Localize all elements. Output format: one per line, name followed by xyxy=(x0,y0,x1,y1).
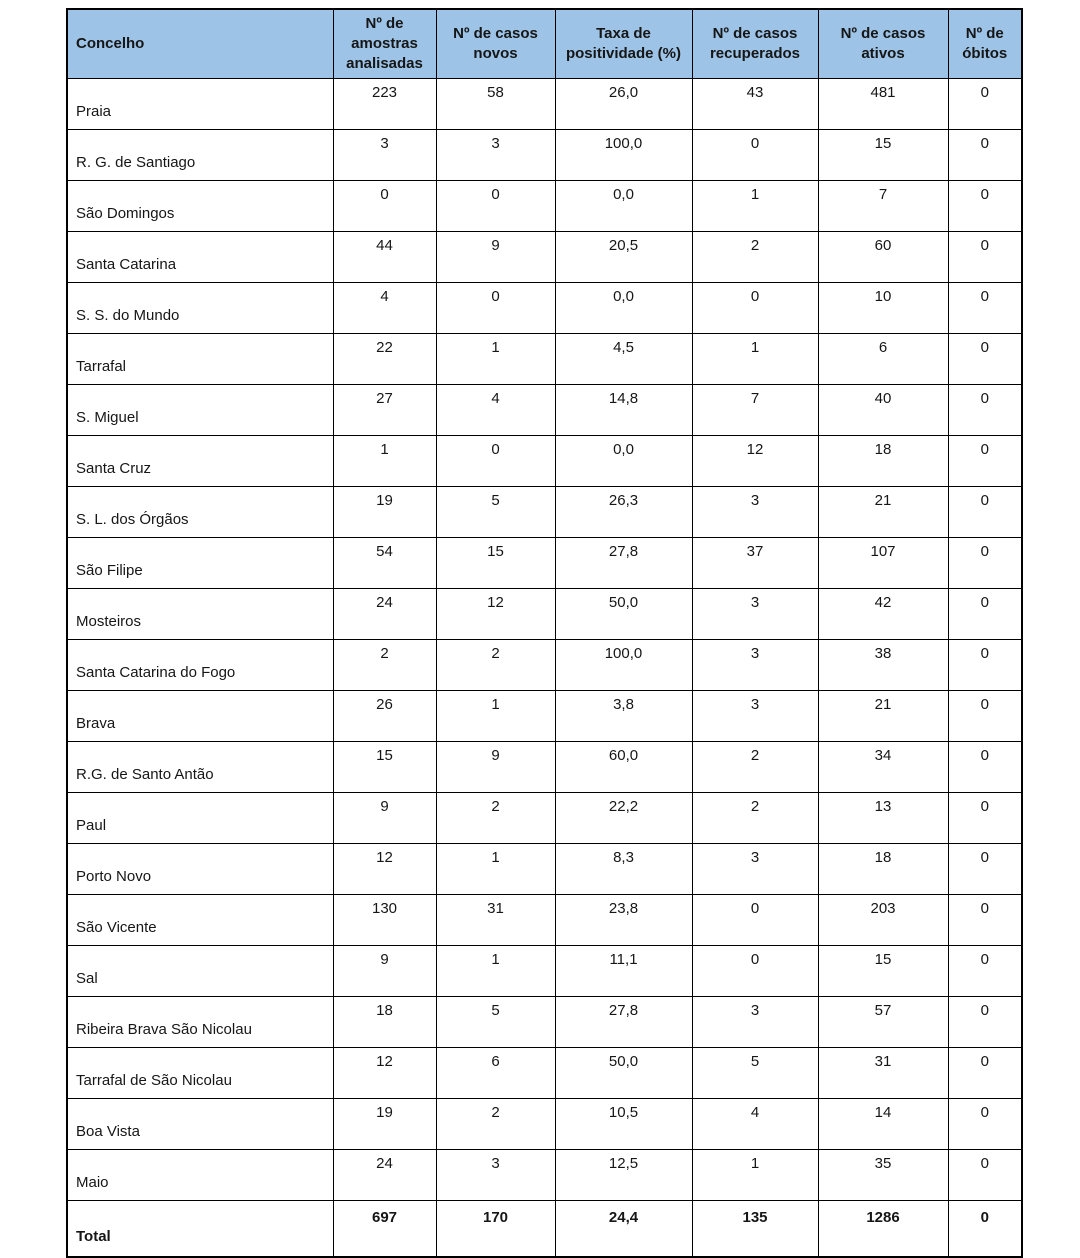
table-row xyxy=(67,487,1022,538)
concelho-cell: S. L. dos Órgãos xyxy=(67,487,333,538)
value-cell: 20,5 xyxy=(555,232,692,283)
concelho-cell: Santa Catarina xyxy=(67,232,333,283)
value-cell: 24 xyxy=(333,589,436,640)
value-cell: 1 xyxy=(436,334,555,385)
value-cell: 9 xyxy=(436,232,555,283)
concelho-cell: São Domingos xyxy=(67,181,333,232)
value-cell: 0 xyxy=(948,538,1022,589)
value-cell: 3 xyxy=(692,487,818,538)
value-cell: 5 xyxy=(692,1048,818,1099)
value-cell: 0 xyxy=(948,1048,1022,1099)
value-cell: 38 xyxy=(818,640,948,691)
header-row xyxy=(67,9,1022,79)
value-cell: 1 xyxy=(436,691,555,742)
value-cell: 18 xyxy=(333,997,436,1048)
value-cell: 12 xyxy=(333,844,436,895)
total-obitos-cell: 0 xyxy=(948,1201,1022,1258)
total-ativos-cell: 1286 xyxy=(818,1201,948,1258)
table-row xyxy=(67,691,1022,742)
value-cell: 3 xyxy=(692,691,818,742)
table-row xyxy=(67,895,1022,946)
value-cell: 7 xyxy=(692,385,818,436)
value-cell: 481 xyxy=(818,79,948,130)
value-cell: 22,2 xyxy=(555,793,692,844)
table-row xyxy=(67,130,1022,181)
value-cell: 60 xyxy=(818,232,948,283)
value-cell: 0 xyxy=(948,487,1022,538)
value-cell: 0 xyxy=(948,589,1022,640)
value-cell: 0 xyxy=(948,283,1022,334)
value-cell: 3 xyxy=(692,844,818,895)
value-cell: 0 xyxy=(948,436,1022,487)
value-cell: 0 xyxy=(948,997,1022,1048)
value-cell: 1 xyxy=(333,436,436,487)
value-cell: 2 xyxy=(436,793,555,844)
table-row xyxy=(67,640,1022,691)
value-cell: 1 xyxy=(692,181,818,232)
value-cell: 27 xyxy=(333,385,436,436)
table-row xyxy=(67,1099,1022,1150)
value-cell: 12 xyxy=(436,589,555,640)
value-cell: 18 xyxy=(818,436,948,487)
value-cell: 0 xyxy=(436,436,555,487)
table-row xyxy=(67,334,1022,385)
table-row xyxy=(67,742,1022,793)
value-cell: 3 xyxy=(692,589,818,640)
value-cell: 2 xyxy=(333,640,436,691)
value-cell: 0 xyxy=(948,130,1022,181)
value-cell: 12,5 xyxy=(555,1150,692,1201)
value-cell: 35 xyxy=(818,1150,948,1201)
table-row xyxy=(67,232,1022,283)
column-header-obitos: Nº de óbitos xyxy=(948,9,1022,79)
value-cell: 4 xyxy=(436,385,555,436)
value-cell: 3 xyxy=(333,130,436,181)
value-cell: 31 xyxy=(436,895,555,946)
value-cell: 0 xyxy=(948,691,1022,742)
value-cell: 5 xyxy=(436,487,555,538)
value-cell: 0 xyxy=(692,130,818,181)
table-body xyxy=(67,79,1022,1201)
value-cell: 57 xyxy=(818,997,948,1048)
value-cell: 27,8 xyxy=(555,538,692,589)
value-cell: 3 xyxy=(692,997,818,1048)
table-row xyxy=(67,844,1022,895)
column-header-recuperados: Nº de casos recuperados xyxy=(692,9,818,79)
value-cell: 1 xyxy=(436,844,555,895)
value-cell: 15 xyxy=(818,946,948,997)
concelho-cell: R. G. de Santiago xyxy=(67,130,333,181)
concelho-cell: São Vicente xyxy=(67,895,333,946)
concelho-cell: Santa Catarina do Fogo xyxy=(67,640,333,691)
value-cell: 0 xyxy=(948,895,1022,946)
value-cell: 107 xyxy=(818,538,948,589)
value-cell: 1 xyxy=(692,1150,818,1201)
concelho-cell: Boa Vista xyxy=(67,1099,333,1150)
value-cell: 7 xyxy=(818,181,948,232)
value-cell: 9 xyxy=(333,793,436,844)
value-cell: 0 xyxy=(948,1150,1022,1201)
table-row xyxy=(67,1048,1022,1099)
table-row xyxy=(67,946,1022,997)
value-cell: 18 xyxy=(818,844,948,895)
value-cell: 26,3 xyxy=(555,487,692,538)
value-cell: 0 xyxy=(948,334,1022,385)
value-cell: 14 xyxy=(818,1099,948,1150)
column-header-casos-novos: Nº de casos novos xyxy=(436,9,555,79)
value-cell: 0 xyxy=(436,181,555,232)
value-cell: 3 xyxy=(692,640,818,691)
value-cell: 0 xyxy=(948,1099,1022,1150)
value-cell: 10,5 xyxy=(555,1099,692,1150)
total-casos-novos-cell: 170 xyxy=(436,1201,555,1258)
value-cell: 54 xyxy=(333,538,436,589)
value-cell: 1 xyxy=(436,946,555,997)
column-header-amostras: Nº de amostras analisadas xyxy=(333,9,436,79)
value-cell: 11,1 xyxy=(555,946,692,997)
table-row xyxy=(67,79,1022,130)
value-cell: 24 xyxy=(333,1150,436,1201)
value-cell: 14,8 xyxy=(555,385,692,436)
value-cell: 3 xyxy=(436,130,555,181)
concelho-cell: Sal xyxy=(67,946,333,997)
value-cell: 8,3 xyxy=(555,844,692,895)
value-cell: 22 xyxy=(333,334,436,385)
value-cell: 27,8 xyxy=(555,997,692,1048)
value-cell: 15 xyxy=(436,538,555,589)
concelho-cell: Ribeira Brava São Nicolau xyxy=(67,997,333,1048)
concelho-cell: Paul xyxy=(67,793,333,844)
concelho-cell: Maio xyxy=(67,1150,333,1201)
value-cell: 2 xyxy=(692,742,818,793)
concelho-cell: Brava xyxy=(67,691,333,742)
value-cell: 15 xyxy=(333,742,436,793)
column-header-taxa-positividade: Taxa de positividade (%) xyxy=(555,9,692,79)
value-cell: 2 xyxy=(436,1099,555,1150)
concelho-cell: Tarrafal xyxy=(67,334,333,385)
concelho-cell: S. S. do Mundo xyxy=(67,283,333,334)
value-cell: 0 xyxy=(948,385,1022,436)
concelho-cell: S. Miguel xyxy=(67,385,333,436)
value-cell: 1 xyxy=(692,334,818,385)
value-cell: 0 xyxy=(692,283,818,334)
value-cell: 44 xyxy=(333,232,436,283)
value-cell: 0 xyxy=(948,946,1022,997)
table-row xyxy=(67,589,1022,640)
concelho-cell: Tarrafal de São Nicolau xyxy=(67,1048,333,1099)
value-cell: 12 xyxy=(333,1048,436,1099)
value-cell: 2 xyxy=(692,793,818,844)
value-cell: 2 xyxy=(436,640,555,691)
value-cell: 12 xyxy=(692,436,818,487)
table-row xyxy=(67,1150,1022,1201)
value-cell: 223 xyxy=(333,79,436,130)
value-cell: 0 xyxy=(948,79,1022,130)
column-header-ativos: Nº de casos ativos xyxy=(818,9,948,79)
value-cell: 34 xyxy=(818,742,948,793)
value-cell: 3,8 xyxy=(555,691,692,742)
report-page xyxy=(0,8,1080,1245)
concelho-cell: São Filipe xyxy=(67,538,333,589)
value-cell: 43 xyxy=(692,79,818,130)
value-cell: 0 xyxy=(333,181,436,232)
total-taxa-cell: 24,4 xyxy=(555,1201,692,1258)
value-cell: 37 xyxy=(692,538,818,589)
concelho-cell: R.G. de Santo Antão xyxy=(67,742,333,793)
value-cell: 50,0 xyxy=(555,589,692,640)
value-cell: 0 xyxy=(436,283,555,334)
value-cell: 15 xyxy=(818,130,948,181)
value-cell: 0,0 xyxy=(555,436,692,487)
value-cell: 130 xyxy=(333,895,436,946)
value-cell: 0 xyxy=(948,844,1022,895)
total-label: Total xyxy=(67,1201,333,1258)
value-cell: 0,0 xyxy=(555,181,692,232)
value-cell: 0 xyxy=(948,640,1022,691)
value-cell: 0 xyxy=(948,232,1022,283)
concelho-cell: Porto Novo xyxy=(67,844,333,895)
value-cell: 21 xyxy=(818,691,948,742)
table-row xyxy=(67,283,1022,334)
value-cell: 0 xyxy=(948,793,1022,844)
value-cell: 60,0 xyxy=(555,742,692,793)
table-row xyxy=(67,436,1022,487)
value-cell: 0 xyxy=(692,946,818,997)
value-cell: 0 xyxy=(692,895,818,946)
table-row xyxy=(67,997,1022,1048)
table-row xyxy=(67,385,1022,436)
value-cell: 40 xyxy=(818,385,948,436)
value-cell: 42 xyxy=(818,589,948,640)
table-row xyxy=(67,538,1022,589)
value-cell: 50,0 xyxy=(555,1048,692,1099)
table-row xyxy=(67,181,1022,232)
value-cell: 9 xyxy=(333,946,436,997)
value-cell: 203 xyxy=(818,895,948,946)
value-cell: 0,0 xyxy=(555,283,692,334)
total-row xyxy=(67,1201,1022,1258)
value-cell: 6 xyxy=(818,334,948,385)
value-cell: 26 xyxy=(333,691,436,742)
value-cell: 10 xyxy=(818,283,948,334)
value-cell: 3 xyxy=(436,1150,555,1201)
value-cell: 9 xyxy=(436,742,555,793)
concelho-covid-table xyxy=(66,8,1023,1258)
table-row xyxy=(67,793,1022,844)
value-cell: 0 xyxy=(948,742,1022,793)
value-cell: 19 xyxy=(333,1099,436,1150)
value-cell: 5 xyxy=(436,997,555,1048)
concelho-cell: Praia xyxy=(67,79,333,130)
value-cell: 100,0 xyxy=(555,640,692,691)
value-cell: 26,0 xyxy=(555,79,692,130)
value-cell: 13 xyxy=(818,793,948,844)
value-cell: 0 xyxy=(948,181,1022,232)
value-cell: 58 xyxy=(436,79,555,130)
column-header-concelho: Concelho xyxy=(67,9,333,79)
value-cell: 19 xyxy=(333,487,436,538)
concelho-cell: Santa Cruz xyxy=(67,436,333,487)
value-cell: 100,0 xyxy=(555,130,692,181)
value-cell: 31 xyxy=(818,1048,948,1099)
value-cell: 23,8 xyxy=(555,895,692,946)
value-cell: 4 xyxy=(333,283,436,334)
total-recuperados-cell: 135 xyxy=(692,1201,818,1258)
value-cell: 2 xyxy=(692,232,818,283)
concelho-cell: Mosteiros xyxy=(67,589,333,640)
value-cell: 4 xyxy=(692,1099,818,1150)
total-amostras-cell: 697 xyxy=(333,1201,436,1258)
value-cell: 4,5 xyxy=(555,334,692,385)
value-cell: 6 xyxy=(436,1048,555,1099)
value-cell: 21 xyxy=(818,487,948,538)
